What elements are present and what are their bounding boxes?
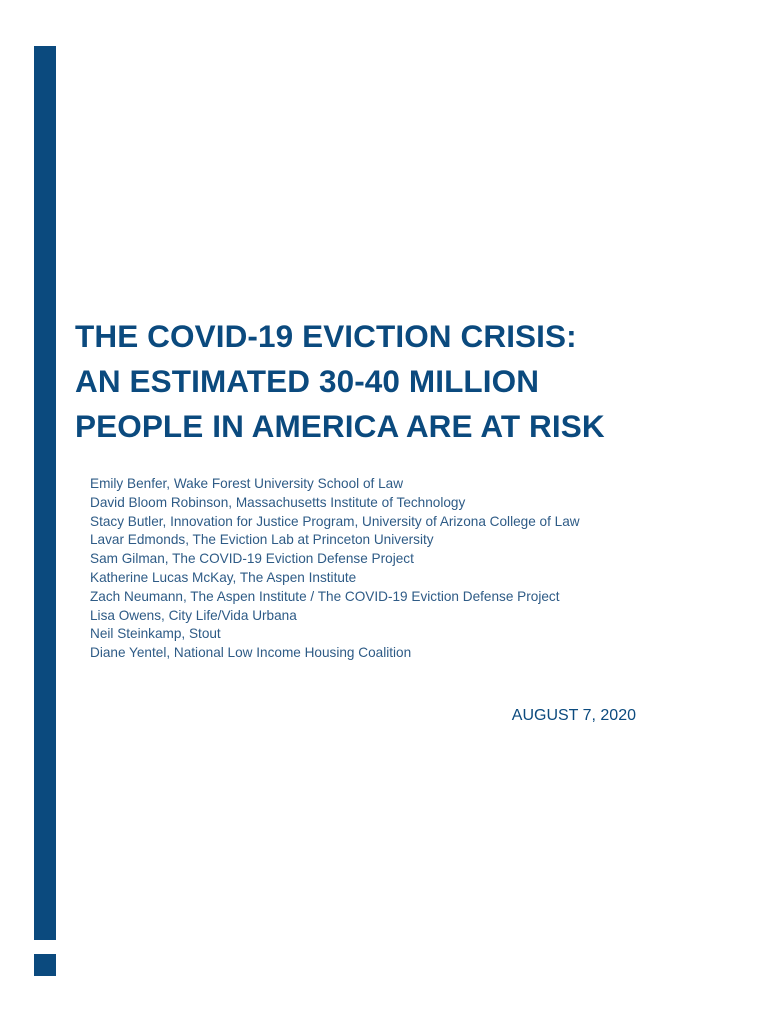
publication-date: AUGUST 7, 2020 — [511, 707, 636, 724]
author-item: David Bloom Robinson, Massachusetts Institute of Technology — [90, 494, 466, 510]
author-item: Stacy Butler, Innovation for Justice Program, University of Arizona College of Law — [90, 513, 580, 529]
title-line-1: THE COVID-19 EVICTION CRISIS: — [75, 318, 577, 354]
author-item: Zach Neumann, The Aspen Institute / The COVID-19 Eviction Defense Project — [90, 588, 560, 604]
title-line-3: PEOPLE IN AMERICA ARE AT RISK — [75, 408, 605, 444]
author-item: Katherine Lucas McKay, The Aspen Institute — [90, 569, 357, 585]
author-item: Sam Gilman, The COVID-19 Eviction Defense Project — [90, 551, 414, 567]
author-list — [90, 475, 580, 663]
author-item: Neil Steinkamp, Stout — [90, 626, 221, 642]
author-item: Diane Yentel, National Low Income Housing Coalition — [90, 645, 412, 661]
author-item: Lisa Owens, City Life/Vida Urbana — [90, 607, 297, 623]
author-item: Lavar Edmonds, The Eviction Lab at Princeton University — [90, 532, 434, 548]
decorative-side-bar — [34, 46, 56, 940]
report-title — [75, 314, 735, 449]
decorative-side-square — [34, 954, 56, 976]
title-line-2: AN ESTIMATED 30-40 MILLION — [75, 363, 540, 399]
author-item: Emily Benfer, Wake Forest University School of Law — [90, 476, 404, 491]
